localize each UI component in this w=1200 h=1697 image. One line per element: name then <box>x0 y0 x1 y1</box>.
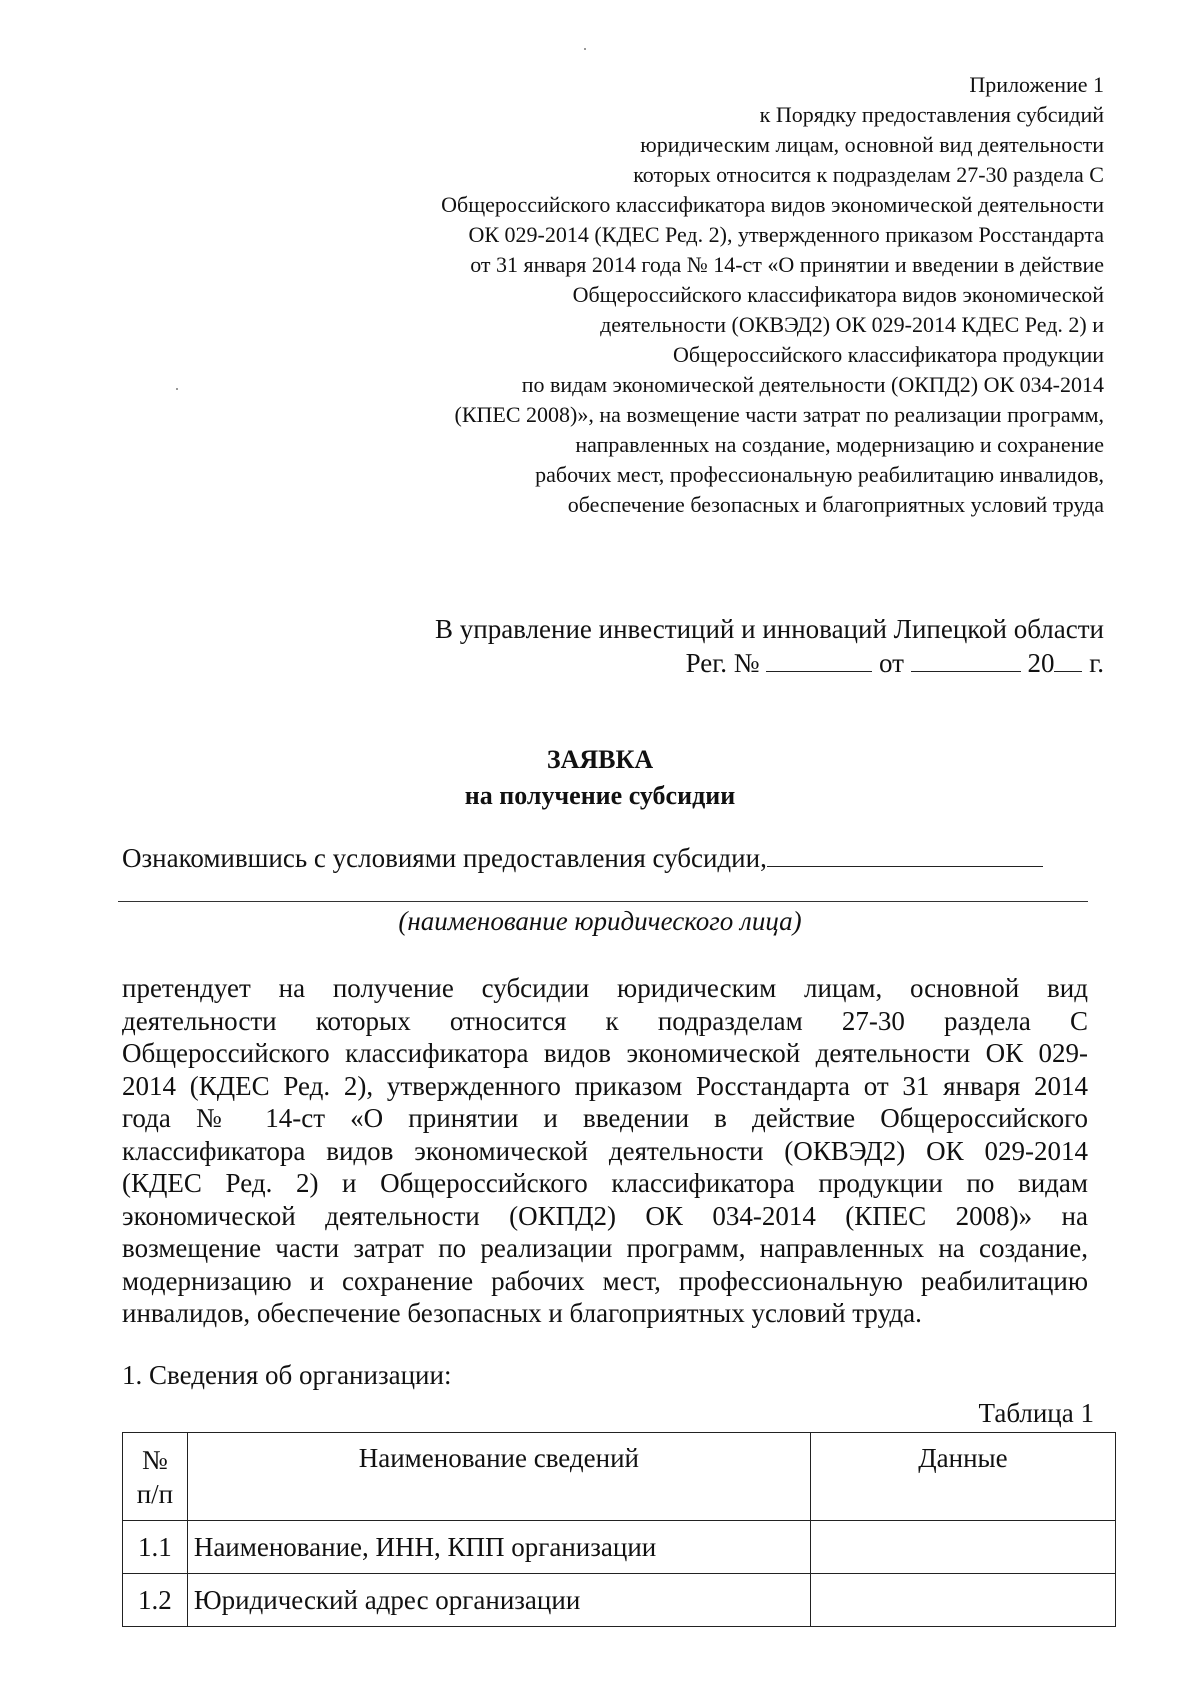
appendix-header <box>204 70 1104 520</box>
intro-text: Ознакомившись с условиями предоставления субсидии, <box>122 843 767 873</box>
reg-number-label: Рег. № <box>685 648 760 678</box>
org-name-field[interactable] <box>767 840 1043 867</box>
row-name: Наименование, ИНН, КПП организации <box>187 1521 810 1574</box>
appendix-line: Общероссийского классификатора продукции <box>673 342 1104 367</box>
addressee-block <box>204 612 1104 680</box>
header-name: Наименование сведений <box>187 1433 810 1521</box>
row-num: 1.2 <box>123 1574 188 1627</box>
date-from-label: от <box>879 648 904 678</box>
body-line: деятельности которых относится к подразделам 27-30 раздела С <box>122 1005 1088 1036</box>
intro-line <box>122 840 1043 874</box>
appendix-line: Общероссийского классификатора видов экономической деятельности <box>441 192 1104 217</box>
appendix-line: деятельности (ОКВЭД2) ОК 029-2014 КДЕС Ред. 2) и <box>600 312 1104 337</box>
title-main: ЗАЯВКА <box>546 745 654 774</box>
body-line: претендует на получение субсидии юридическим лицам, основной вид <box>122 973 1088 1003</box>
document-title <box>0 742 1200 814</box>
body-line: (КДЕС Ред. 2) и Общероссийского классификатора продукции по видам <box>122 1168 1088 1198</box>
appendix-line: рабочих мест, профессиональную реабилитацию инвалидов, <box>535 462 1104 487</box>
reg-number-field[interactable] <box>766 647 872 672</box>
section-heading: 1. Сведения об организации: <box>122 1360 452 1390</box>
header-num-line2: п/п <box>136 1479 174 1509</box>
scan-speck <box>584 48 586 50</box>
table-caption: Таблица 1 <box>978 1398 1094 1428</box>
appendix-line: к Порядку предоставления субсидий <box>759 102 1104 127</box>
appendix-line: Приложение 1 <box>969 72 1104 97</box>
body-line: инвалидов, обеспечение безопасных и благоприятных условий труда. <box>122 1298 922 1328</box>
appendix-line: ОК 029-2014 (КДЕС Ред. 2), утвержденного приказом Росстандарта <box>468 222 1104 247</box>
appendix-line: обеспечение безопасных и благоприятных условий труда <box>567 492 1104 517</box>
row-value-cell[interactable] <box>810 1521 1115 1574</box>
row-num: 1.1 <box>123 1521 188 1574</box>
registration-line <box>204 646 1104 680</box>
header-value: Данные <box>810 1433 1115 1521</box>
table-header-row <box>123 1433 1116 1521</box>
body-line: Общероссийского классификатора видов экономической деятельности ОК 029- <box>122 1038 1088 1068</box>
header-num <box>123 1433 188 1521</box>
header-num-line1: № <box>142 1445 168 1475</box>
addressee-recipient: В управление инвестиций и инноваций Липецкой области <box>434 614 1104 644</box>
org-name-underline[interactable] <box>118 901 1088 902</box>
year-prefix: 20 <box>1027 648 1055 678</box>
body-line: 2014 (КДЕС Ред. 2), утвержденного приказом Росстандарта от 31 января 2014 <box>122 1070 1088 1101</box>
organization-info-table <box>122 1432 1116 1627</box>
appendix-line: по видам экономической деятельности (ОКПД2) ОК 034-2014 <box>521 372 1104 397</box>
title-sub: на получение субсидии <box>464 781 736 810</box>
scan-speck <box>176 388 178 390</box>
appendix-line: от 31 января 2014 года № 14-ст «О принятии и введении в действие <box>470 252 1104 277</box>
table-row <box>123 1521 1116 1574</box>
body-paragraph <box>122 972 1088 1330</box>
appendix-line: юридическим лицам, основной вид деятельности <box>640 132 1104 157</box>
appendix-line: (КПЕС 2008)», на возмещение части затрат по реализации программ, <box>454 402 1104 427</box>
appendix-line: направленных на создание, модернизацию и сохранение <box>575 432 1104 457</box>
reg-date-field[interactable] <box>911 647 1021 672</box>
row-name: Юридический адрес организации <box>187 1574 810 1627</box>
org-name-caption: (наименование юридического лица) <box>398 906 802 936</box>
body-line: модернизацию и сохранение рабочих мест, профессиональную реабилитацию <box>122 1265 1088 1296</box>
body-line: возмещение части затрат по реализации программ, направленных на создание, <box>122 1233 1088 1263</box>
appendix-line: Общероссийского классификатора видов экономической <box>572 282 1104 307</box>
body-line: классификатора видов экономической деятельности (ОКВЭД2) ОК 029-2014 <box>122 1135 1088 1166</box>
body-line: года № 14-ст «О принятии и введении в действие Общероссийского <box>122 1103 1088 1133</box>
row-value-cell[interactable] <box>810 1574 1115 1627</box>
reg-year-field[interactable] <box>1054 647 1082 672</box>
body-line: экономической деятельности (ОКПД2) ОК 034-2014 (КПЕС 2008)» на <box>122 1200 1088 1231</box>
table-row <box>123 1574 1116 1627</box>
appendix-line: которых относится к подразделам 27-30 раздела С <box>633 162 1104 187</box>
year-suffix: г. <box>1089 648 1104 678</box>
